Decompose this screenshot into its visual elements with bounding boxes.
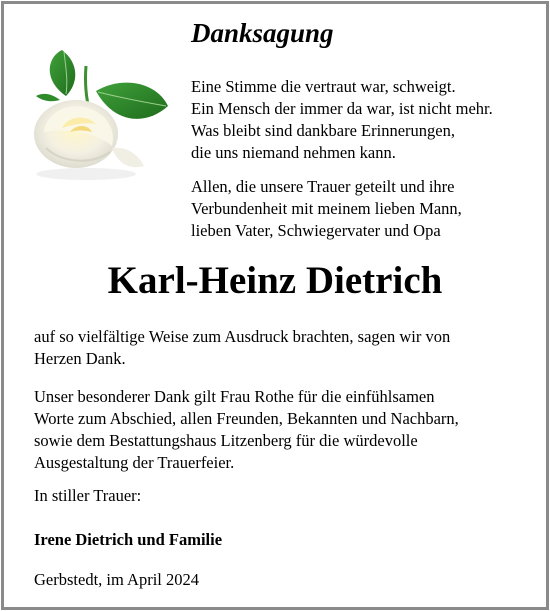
thanks-intro: [191, 176, 462, 242]
memorial-verse: [191, 76, 493, 164]
verse-line: Eine Stimme die vertraut war, schweigt.: [191, 77, 456, 96]
special-thanks-line: sowie dem Bestattungshaus Litzenberg für die würdevolle: [34, 431, 418, 450]
verse-line: die uns niemand nehmen kann.: [191, 143, 396, 162]
thanks-intro-line: Verbundenheit mit meinem lieben Mann,: [191, 199, 462, 218]
deceased-name: Karl-Heinz Dietrich: [107, 259, 443, 302]
thanks-continued-line: auf so vielfältige Weise zum Ausdruck brachten, sagen wir von: [34, 327, 451, 346]
special-thanks: [34, 386, 459, 474]
thanks-continued-line: Herzen Dank.: [34, 349, 126, 368]
mourning-line: In stiller Trauer:: [34, 486, 142, 505]
notice-heading: Danksagung: [191, 18, 334, 48]
thanks-intro-line: lieben Vater, Schwiegervater und Opa: [191, 221, 441, 240]
family-signature: Irene Dietrich und Familie: [34, 530, 223, 549]
place-date: Gerbstedt, im April 2024: [34, 570, 199, 589]
thanks-intro-line: Allen, die unsere Trauer geteilt und ihre: [191, 177, 455, 196]
white-rose-icon: [26, 36, 176, 186]
verse-line: Was bleibt sind dankbare Erinnerungen,: [191, 121, 455, 140]
verse-line: Ein Mensch der immer da war, ist nicht mehr.: [191, 99, 493, 118]
special-thanks-line: Unser besonderer Dank gilt Frau Rothe für die einfühlsamen: [34, 387, 435, 406]
special-thanks-line: Ausgestaltung der Trauerfeier.: [34, 453, 235, 472]
special-thanks-line: Worte zum Abschied, allen Freunden, Bekannten und Nachbarn,: [34, 409, 459, 428]
thanks-continued: [34, 326, 450, 370]
